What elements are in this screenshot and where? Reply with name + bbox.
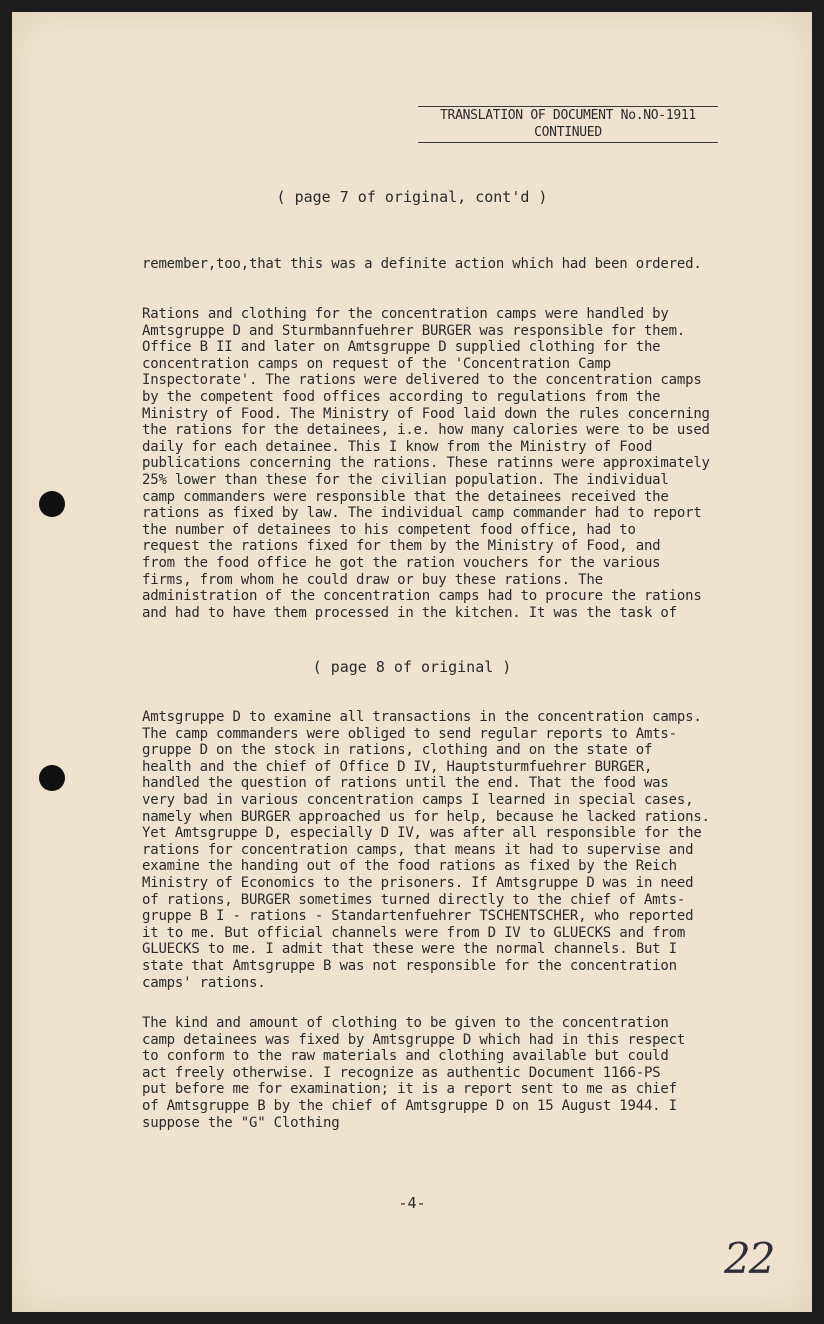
document-header	[418, 106, 718, 143]
paragraph-1: remember,too,that this was a definite action which had been ordered.	[142, 256, 702, 272]
punch-hole-bottom	[39, 765, 65, 791]
document-page	[12, 12, 812, 1312]
header-rule-bottom	[418, 142, 718, 143]
paragraph-2: Rations and clothing for the concentration camps were handled by Amtsgruppe D and Sturmbannfuehrer BURGER was responsible for them. Office B II and later on Amtsgruppe D supplied clothing for the concentration camps on request of the 'Concentration Camp Inspectorate'. The rations were delivered to the concentration camps by the competent food offices according to regulations from the Ministry of Food. The Ministry of Food laid down the rules concerning the rations for the detainees, i.e. how many calories were to be used daily for each detainee. This I know from the Ministry of Food publications concerning the rations. These ratinns were approximately 25% lower than these for the civilian population. The individual camp commanders were responsible that the detainees received the rations as fixed by law. The individual camp commander had to report the number of detainees to his competent food office, had to request the rations fixed for them by the Ministry of Food, and from the food office he got the ration vouchers for the various firms, from whom he could draw or buy these rations. The administration of the concentration camps had to procure the rations and had to have them processed in the kitchen. It was the task of	[142, 306, 710, 621]
paragraph-3: Amtsgruppe D to examine all transactions in the concentration camps. The camp commanders were obliged to send regular reports to Amts- gruppe D on the stock in rations, clothing and on the state of health and the chief of Office D IV, Hauptsturmfuehrer BURGER, handled the question of rations until the end. That the food was very bad in various concentration camps I learned in special cases, namely when BURGER approached us for help, because he lacked rations. Yet Amtsgruppe D, especially D IV, was after all responsible for the rations for concentration camps, that means it had to supervise and examine the handing out of the food rations as fixed by the Reich Ministry of Economics to the prisoners. If Amtsgruppe D was in need of rations, BURGER sometimes turned directly to the chief of Amts- gruppe B I - rations - Standartenfuehrer TSCHENTSCHER, who reported it to me. But official channels were from D IV to GLUECKS and from GLUECKS to me. I admit that these were the normal channels. But I state that Amtsgruppe B was not responsible for the concentration camps' rations.	[142, 709, 710, 991]
page-7-note: ( page 7 of original, cont'd )	[276, 188, 548, 206]
paragraph-4: The kind and amount of clothing to be given to the concentration camp detainees was fixed by Amtsgruppe D which had in this respect to conform to the raw materials and clothing available but could act freely otherwise. I recognize as authentic Document 1166-PS put before me for examination; it is a report sent to me as chief of Amtsgruppe B by the chief of Amtsgruppe D on 15 August 1944. I suppose the "G" Clothing	[142, 1015, 686, 1131]
header-title: TRANSLATION OF DOCUMENT No.NO-1911	[440, 108, 696, 123]
punch-hole-top	[39, 491, 65, 517]
page-8-note: ( page 8 of original )	[312, 658, 512, 676]
header-subtitle: CONTINUED	[534, 125, 602, 140]
page-number: -4-	[398, 1194, 426, 1212]
handwritten-page-number: 22	[724, 1234, 774, 1283]
